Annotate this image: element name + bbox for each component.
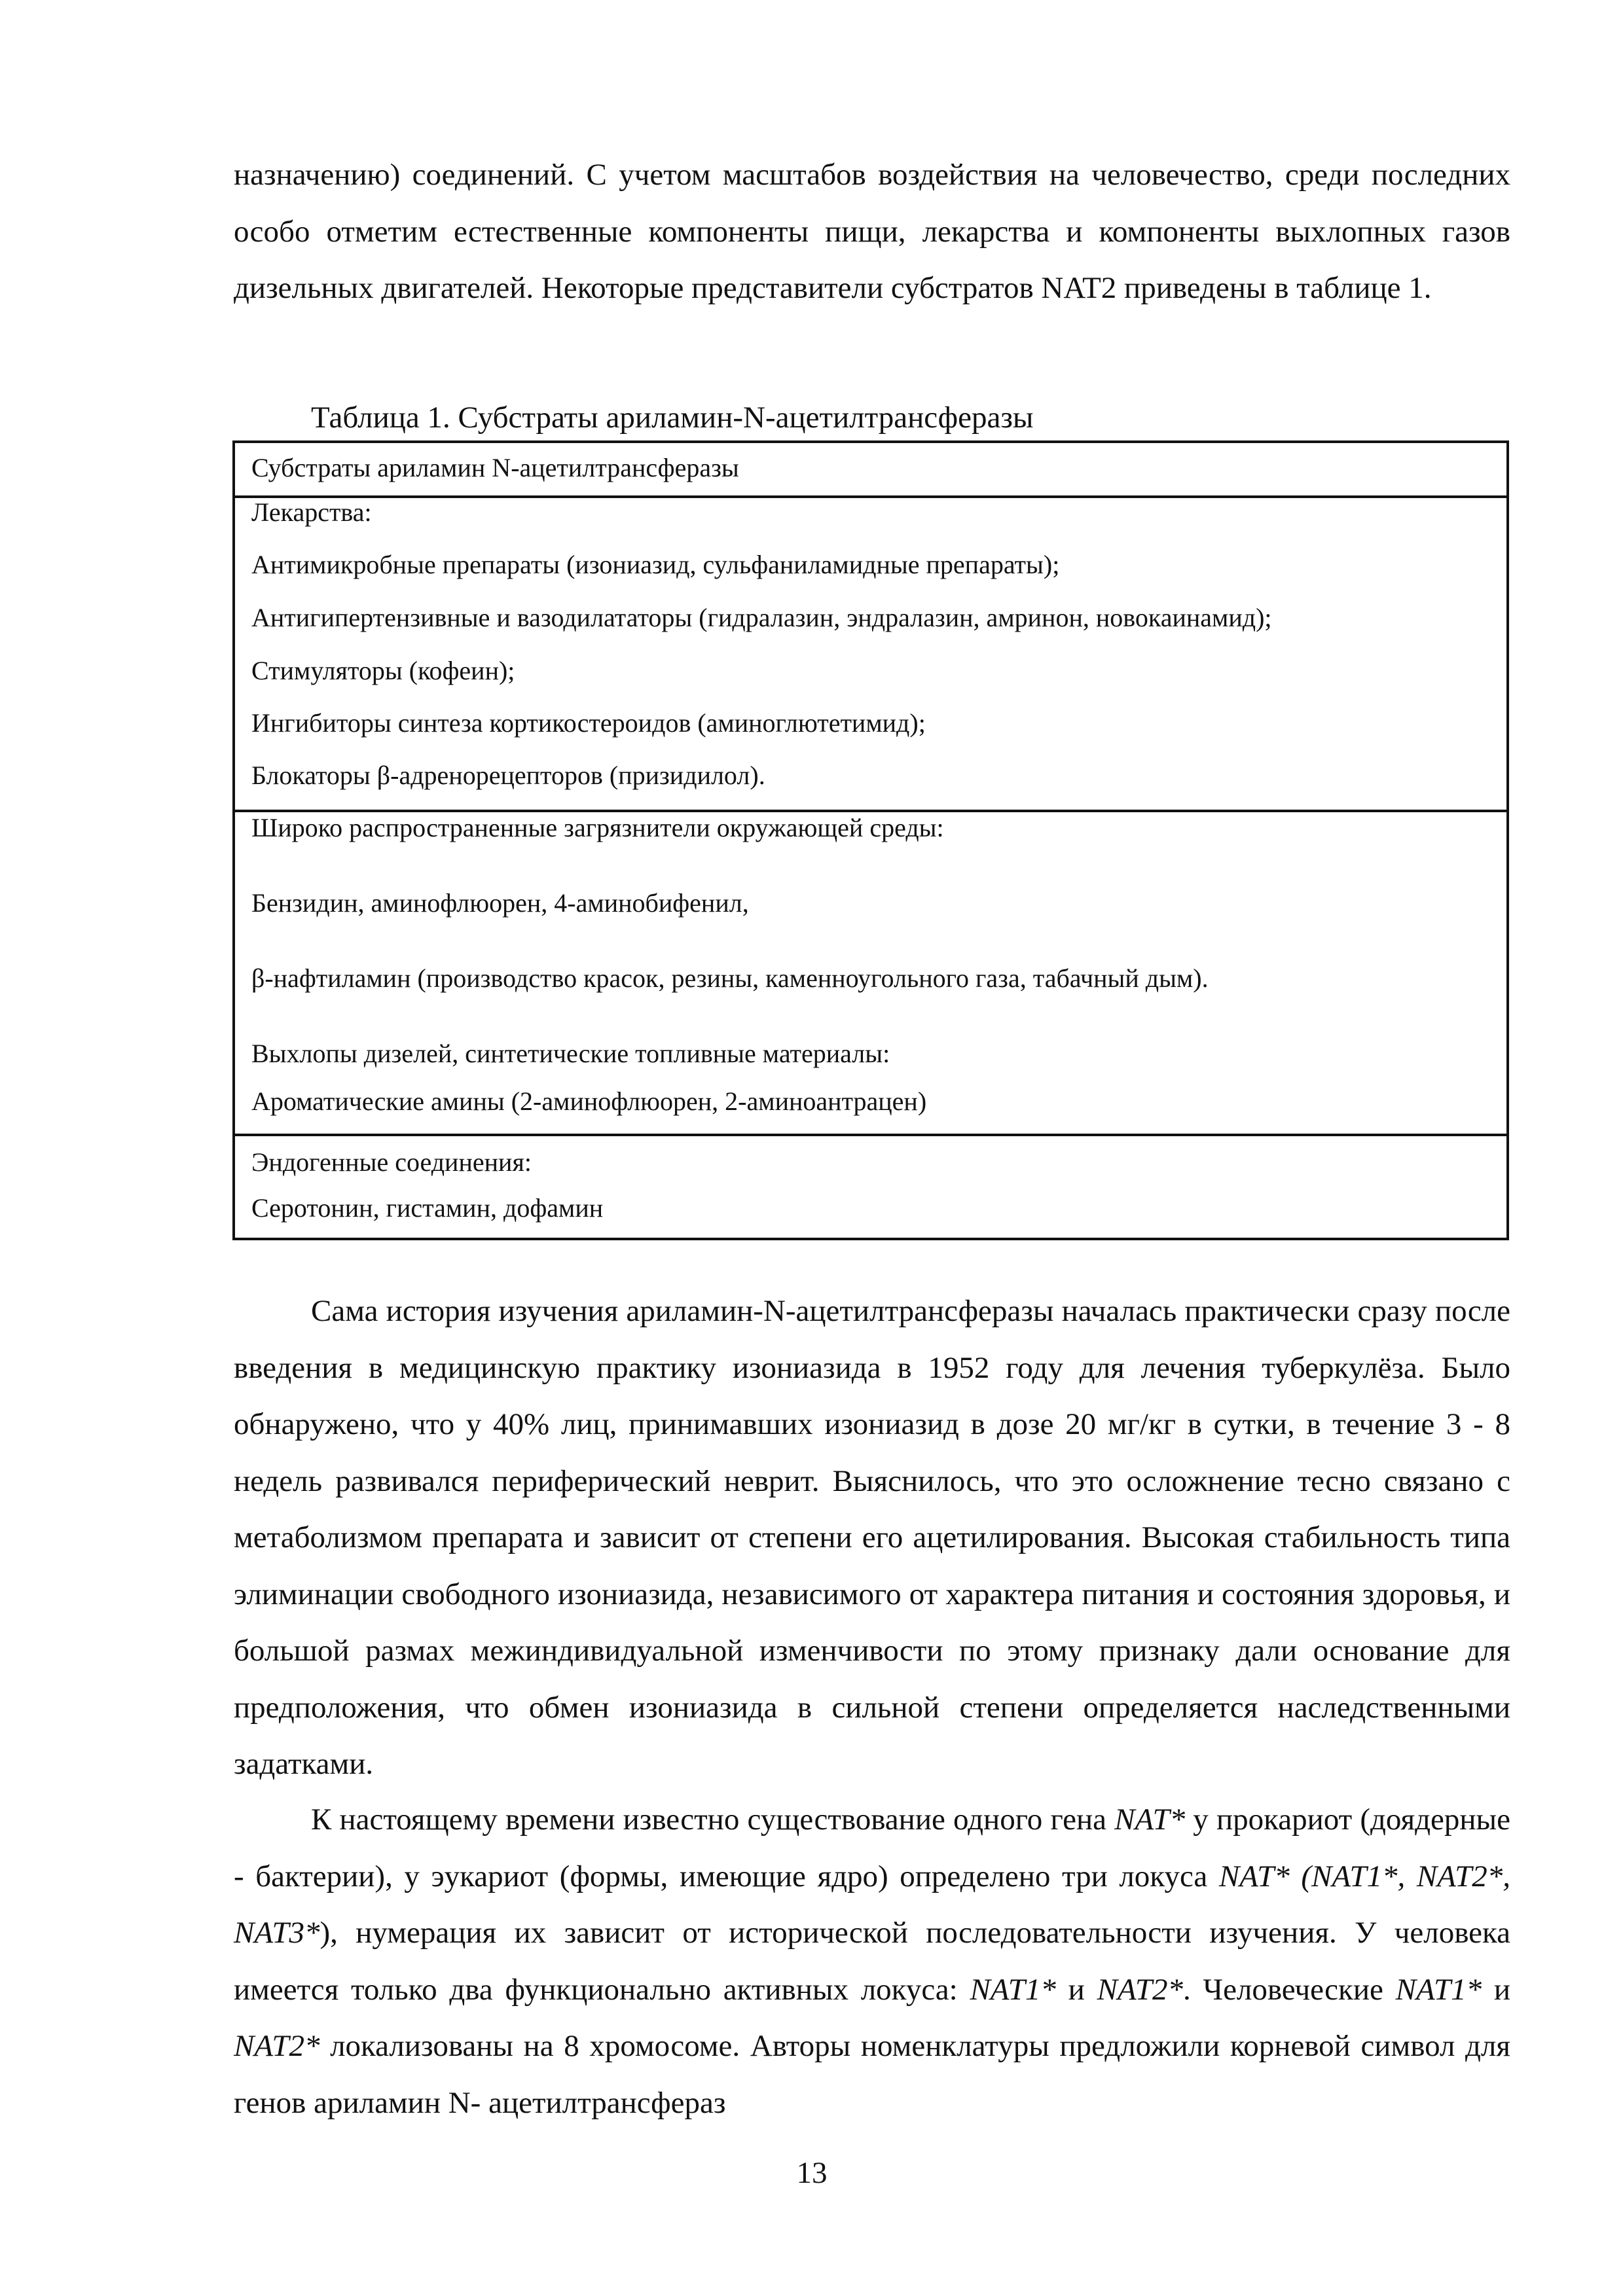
environment-line: Ароматические амины (2-аминофлюорен, 2-аминоантрацен) — [251, 1086, 927, 1116]
paragraph-genes — [234, 1791, 1510, 2131]
genes-text: К настоящему времени известно существование одного гена — [311, 1803, 1115, 1837]
environment-line: Выхлопы дизелей, синтетические топливные материалы: — [251, 1039, 890, 1068]
paragraph-intro: назначению) соединений. С учетом масштабов воздействия на человечество, среди последних особо отметим естественные компоненты пищи, лекарства и компоненты выхлопных газов дизельных двигателей. Некоторые представители субстратов NAT2 приведены в таблице 1. — [234, 158, 1510, 305]
genes-text: и — [1055, 1972, 1097, 2007]
environment-line: Бензидин, аминофлюорен, 4-аминобифенил, — [251, 888, 749, 918]
drugs-heading: Лекарства: — [251, 497, 372, 527]
genes-text: и — [1482, 1972, 1510, 2007]
environment-line: β-нафтиламин (производство красок, резины, каменноугольного газа, табачный дым). — [251, 963, 1209, 993]
genes-text: локализованы на 8 хромосоме. Авторы номенклатуры предложили корневой символ для генов ариламин N- ацетилтрансфераз — [234, 2029, 1510, 2120]
genes-text: . Человеческие — [1183, 1972, 1396, 2007]
substrates-table — [232, 440, 1509, 1240]
page-number: 13 — [796, 2156, 828, 2190]
table-cell-drugs — [235, 495, 1506, 810]
gene-symbol: NAT2* — [234, 2029, 320, 2063]
gene-symbol: NAT* (NAT1*, NAT2*, NAT3* — [234, 1859, 1511, 1950]
drugs-line: Антимикробные препараты (изониазид, сульфаниламидные препараты); — [251, 550, 1060, 579]
gene-symbol: NAT* — [1114, 1803, 1186, 1837]
table-cell-environment — [235, 810, 1506, 1134]
table-caption: Таблица 1. Субстраты ариламин-N-ацетилтрансферазы — [311, 401, 1034, 435]
table-header-text: Субстраты ариламин N-ацетилтрансферазы — [251, 453, 739, 482]
table-cell-endogenous — [235, 1134, 1506, 1240]
drugs-line: Стимуляторы (кофеин); — [251, 656, 515, 685]
gene-symbol: NAT1* — [1395, 1972, 1482, 2007]
endogenous-line: Серотонин, гистамин, дофамин — [251, 1193, 604, 1223]
genes-text: ), нумерация их зависит от исторической последовательности изучения. У человека имеется только два функционально активных локуса: — [234, 1916, 1510, 2007]
genes-text: у прокариот (доядерные - бактерии), у эукариот (формы, имеющие ядро) определено три локуса — [234, 1803, 1510, 1893]
table-header-cell — [235, 443, 1506, 495]
environment-heading: Широко распространенные загрязнители окружающей среды: — [251, 813, 944, 842]
paragraph-history: Сама история изучения ариламин-N-ацетилтрансферазы началась практически сразу после введения в медицинскую практику изониазида в 1952 году для лечения туберкулёза. Было обнаружено, что у 40% лиц, принимавших изониазид в дозе 20 мг/кг в сутки, в течение 3 - 8 недель развивался периферический неврит. Выяснилось, что это осложнение тесно связано с метаболизмом препарата и зависит от степени его ацетилирования. Высокая стабильность типа элиминации свободного изониазида, независимого от характера питания и состояния здоровья, и большой размах межиндивидуальной изменчивости по этому признаку дали основание для предположения, что обмен изониазида в сильной степени определяется наследственными задатками. — [234, 1294, 1510, 1781]
drugs-line: Антигипертензивные и вазодилататоры (гидралазин, эндралазин, амринон, новокаинамид); — [251, 603, 1272, 632]
gene-symbol: NAT2* — [1097, 1972, 1184, 2007]
drugs-line: Блокаторы β-адренорецепторов (призидилол). — [251, 761, 765, 790]
drugs-line: Ингибиторы синтеза кортикостероидов (аминоглютетимид); — [251, 708, 926, 738]
gene-symbol: NAT1* — [970, 1972, 1056, 2007]
endogenous-heading: Эндогенные соединения: — [251, 1147, 532, 1177]
